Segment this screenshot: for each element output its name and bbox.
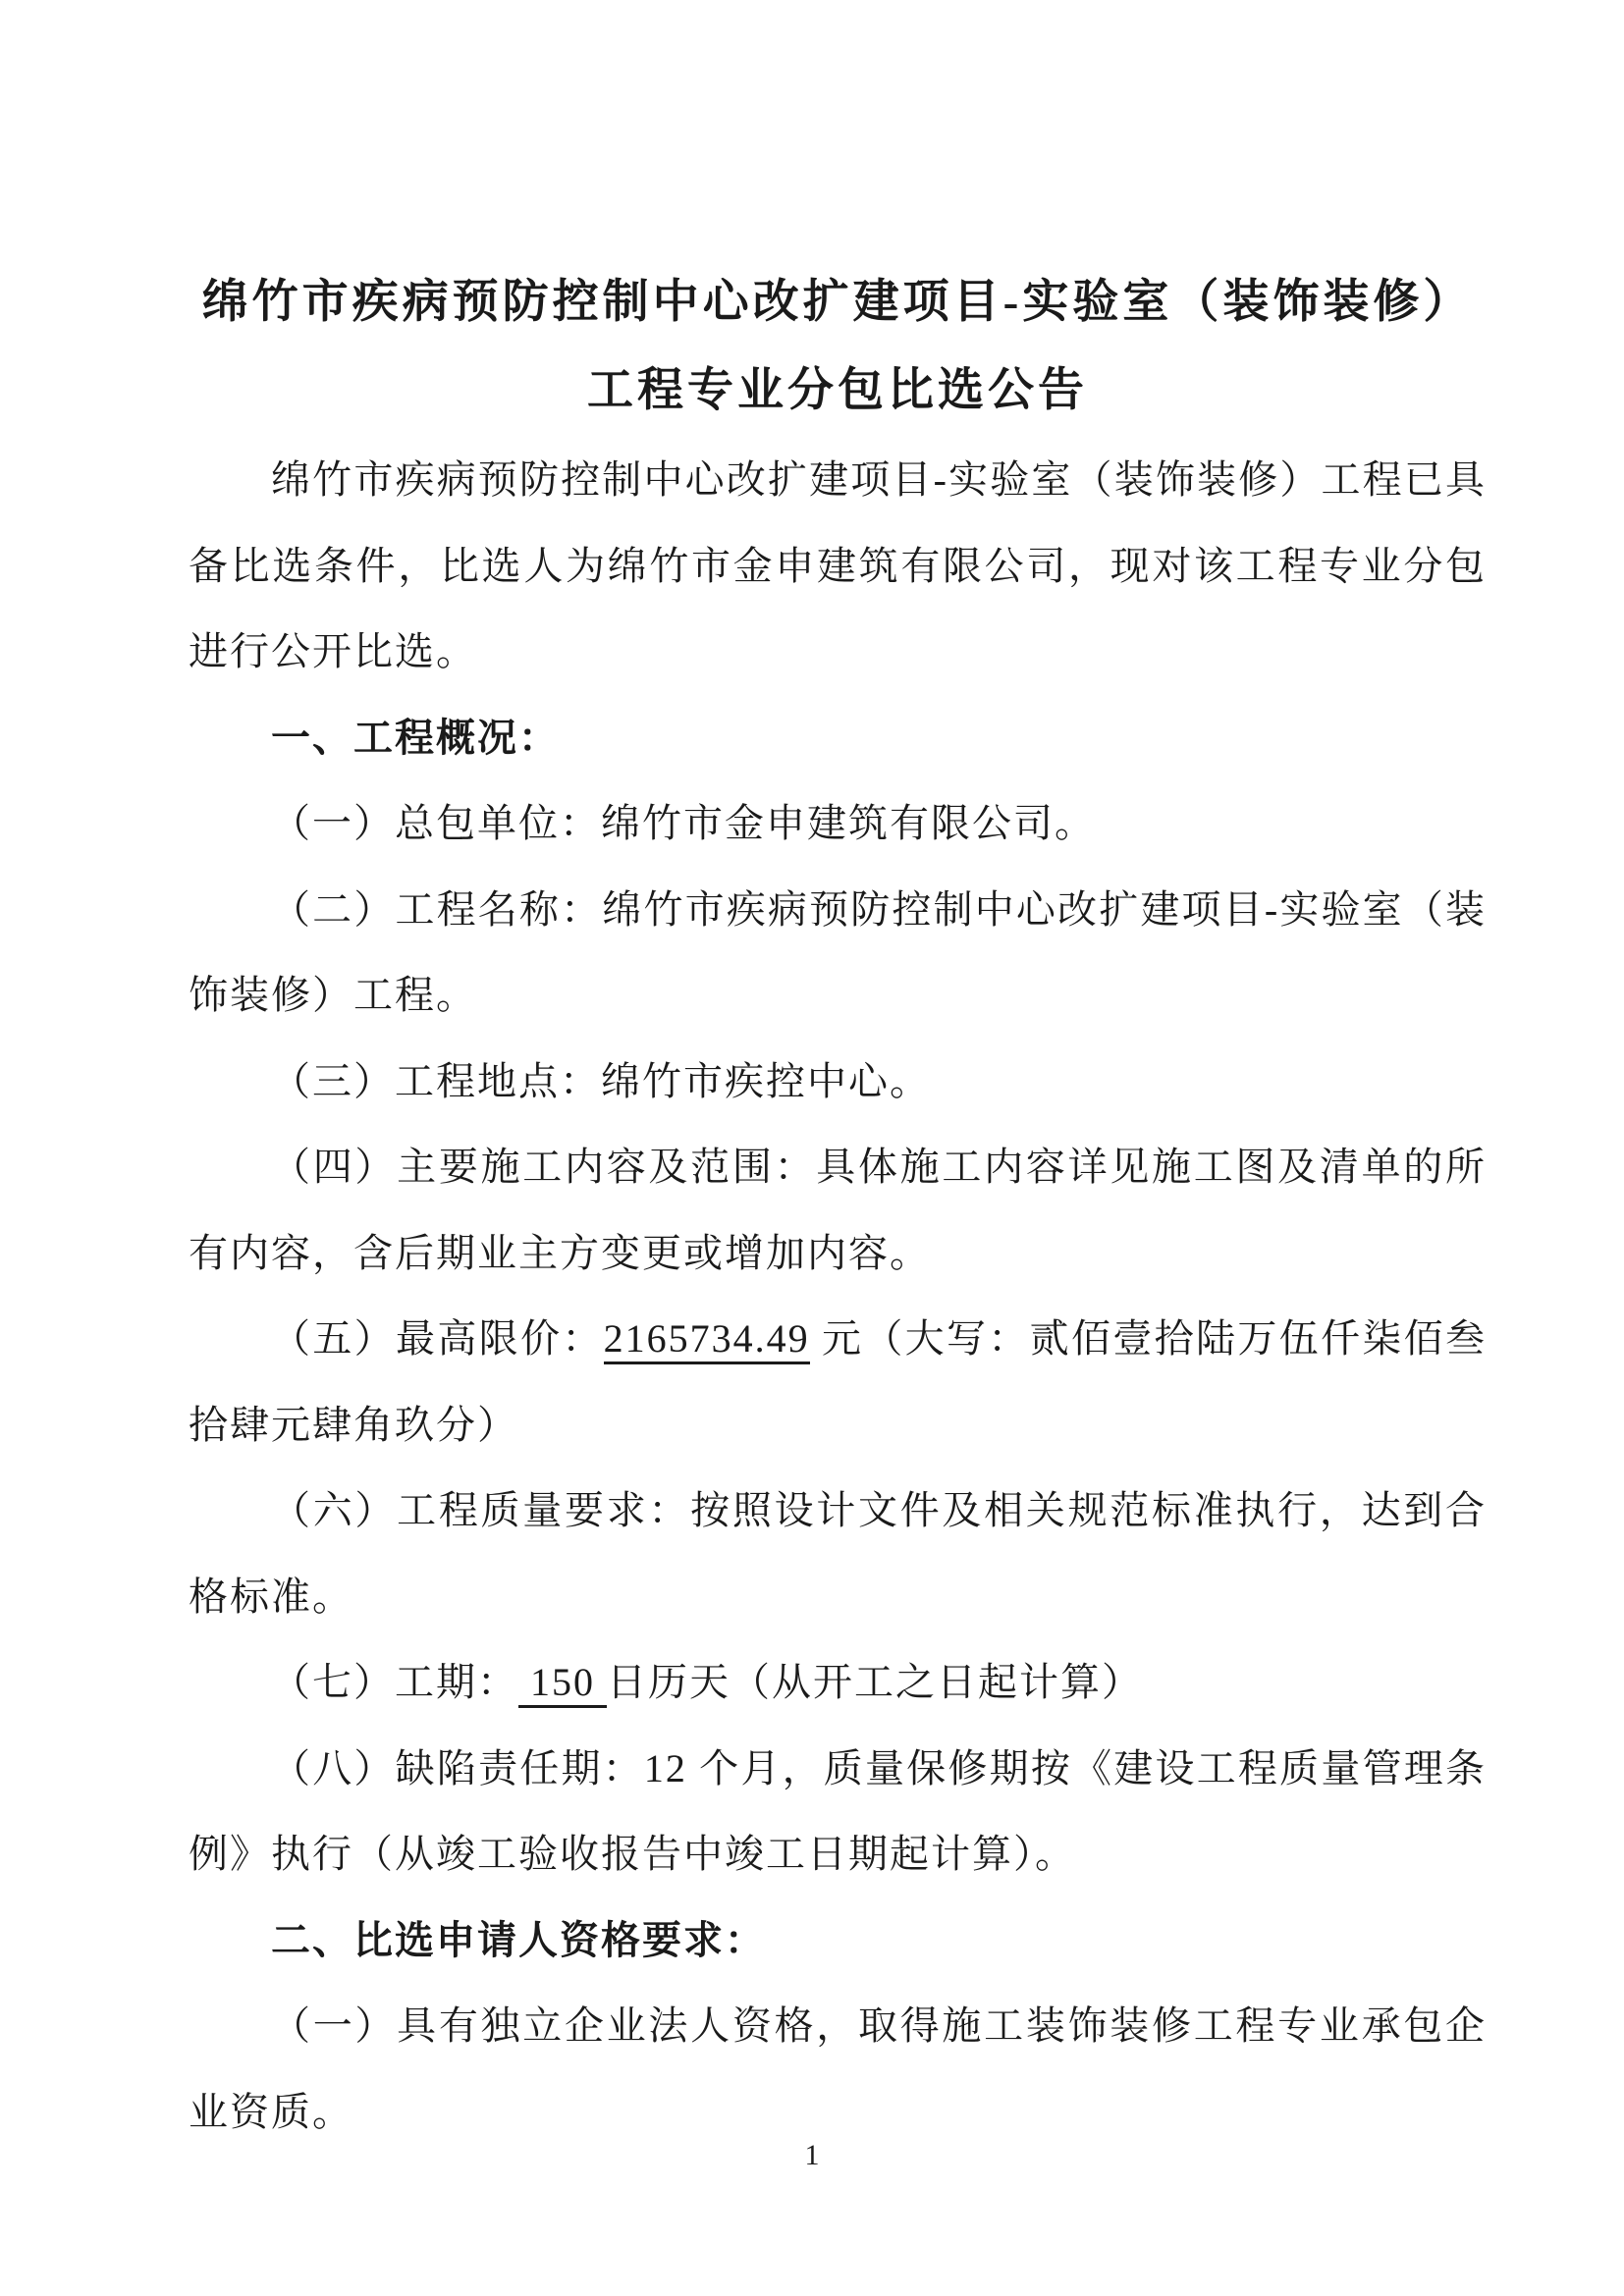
page-number: 1 [804, 2139, 820, 2171]
text-segment: 一、工程概况： [271, 715, 560, 760]
paragraph [189, 1726, 1487, 1897]
paragraph [189, 1983, 1487, 2155]
text-segment: （三）工程地点：绵竹市疾控中心。 [271, 1058, 931, 1103]
text-segment: 二、比选申请人资格要求： [271, 1917, 766, 1962]
text-segment: （一）总包单位：绵竹市金申建筑有限公司。 [271, 801, 1096, 845]
text-segment: （六）工程质量要求：按照设计文件及相关规范标准执行，达到合格标准。 [189, 1488, 1487, 1619]
text-segment: （七）工期： [271, 1660, 518, 1704]
paragraph [189, 867, 1487, 1039]
text-segment: （五）最高限价： [271, 1316, 604, 1361]
paragraph [189, 1124, 1487, 1296]
title-line-1: 绵竹市疾病预防控制中心改扩建项目-实验室（装饰装修） [201, 277, 1474, 328]
text-segment: （八）缺陷责任期：12 个月，质量保修期按《建设工程质量管理条例》执行（从竣工验收报告中竣工日期起计算）。 [189, 1745, 1487, 1876]
paragraph [189, 437, 1487, 695]
text-segment: （二）工程名称：绵竹市疾病预防控制中心改扩建项目-实验室（装饰装修）工程。 [189, 886, 1487, 1017]
text-segment: （四）主要施工内容及范围：具体施工内容详见施工图及清单的所有内容，含后期业主方变更或增加内容。 [189, 1145, 1487, 1275]
paragraph [189, 1639, 1487, 1726]
paragraph [189, 1296, 1487, 1468]
underlined-value: 150 [518, 1660, 607, 1708]
paragraph [189, 1039, 1487, 1125]
paragraph [189, 780, 1487, 867]
section-heading [189, 1897, 1487, 1984]
paragraph [189, 1468, 1487, 1639]
section-heading [189, 695, 1487, 781]
document-body [189, 437, 1487, 2155]
document-title [189, 258, 1487, 435]
text-segment: 绵竹市疾病预防控制中心改扩建项目-实验室（装饰装修）工程已具备比选条件，比选人为绵竹市金申建筑有限公司，现对该工程专业分包进行公开比选。 [189, 457, 1487, 673]
text-segment: （一）具有独立企业法人资格，取得施工装饰装修工程专业承包企业资质。 [189, 2003, 1487, 2134]
text-segment: 日历天（从开工之日起计算） [607, 1660, 1143, 1704]
title-line-2: 工程专业分包比选公告 [587, 365, 1088, 416]
text-segment: 元（大写：贰佰壹拾陆万伍仟柒佰叁拾肆元肆角玖分） [189, 1316, 1488, 1447]
underlined-value: 2165734.49 [604, 1316, 810, 1364]
